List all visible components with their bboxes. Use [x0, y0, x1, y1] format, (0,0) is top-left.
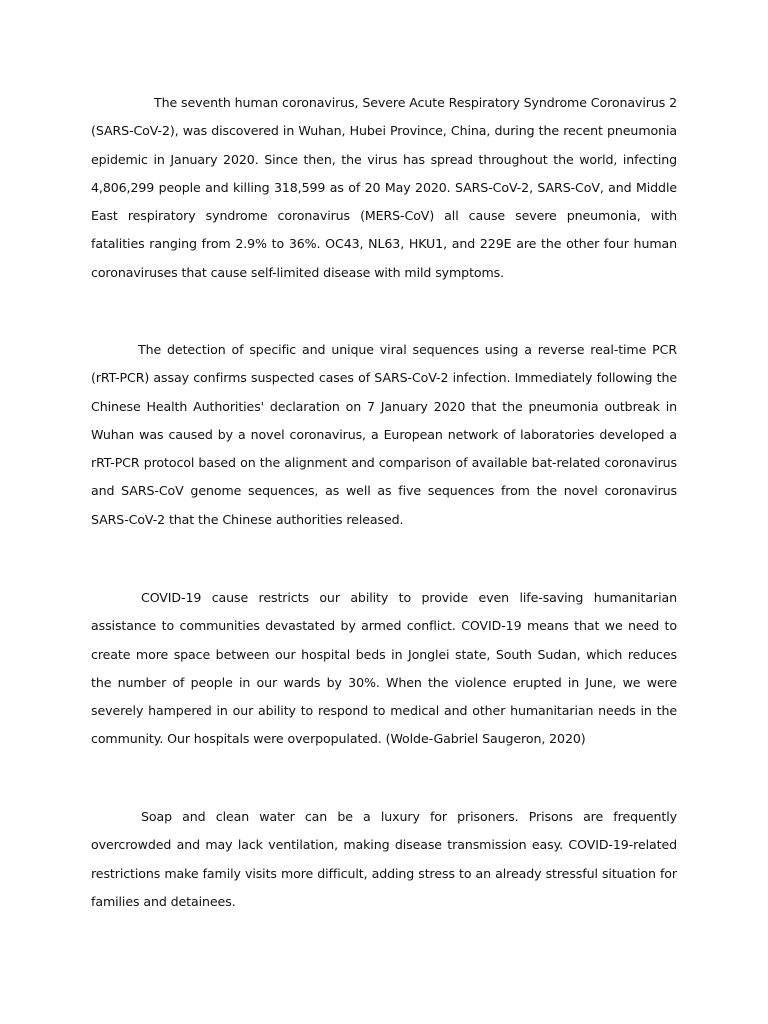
paragraph-4: Soap and clean water can be a luxury for prisoners. Prisons are frequently overcrowded and may lack ventilation, making disease transmission easy. COVID-19-related restrictions make family visits more difficult, adding stress to an already stressful situation for families and detainees.: [91, 809, 677, 909]
paragraph-1: The seventh human coronavirus, Severe Acute Respiratory Syndrome Coronavirus 2 (SARS-CoV-2), was discovered in Wuhan, Hubei Province, China, during the recent pneumonia epidemic in January 2020. Since then, the virus has spread throughout the world, infecting 4,806,299 people and killing 318,599 as of 20 May 2020. SARS-CoV-2, SARS-CoV, and Middle East respiratory syndrome coronavirus (MERS-CoV) all cause severe pneumonia, with fatalities ranging from 2.9% to 36%. OC43, NL63, HKU1, and 229E are the other four human coronaviruses that cause self-limited disease with mild symptoms.: [91, 95, 677, 280]
paragraph-2: The detection of specific and unique viral sequences using a reverse real-time PCR (rRT-PCR) assay confirms suspected cases of SARS-CoV-2 infection. Immediately following the Chinese Health Authorities' declaration on 7 January 2020 that the pneumonia outbreak in Wuhan was caused by a novel coronavirus, a European network of laboratories developed a rRT-PCR protocol based on the alignment and comparison of available bat-related coronavirus and SARS-CoV genome sequences, as well as five sequences from the novel coronavirus SARS-CoV-2 that the Chinese authorities released.: [91, 342, 677, 527]
paragraph-3: COVID-19 cause restricts our ability to provide even life-saving humanitarian assistance to communities devastated by armed conflict. COVID-19 means that we need to create more space between our hospital beds in Jonglei state, South Sudan, which reduces the number of people in our wards by 30%. When the violence erupted in June, we were severely hampered in our ability to respond to medical and other humanitarian needs in the community. Our hospitals were overpopulated. (Wolde-Gabriel Saugeron, 2020): [91, 590, 677, 747]
